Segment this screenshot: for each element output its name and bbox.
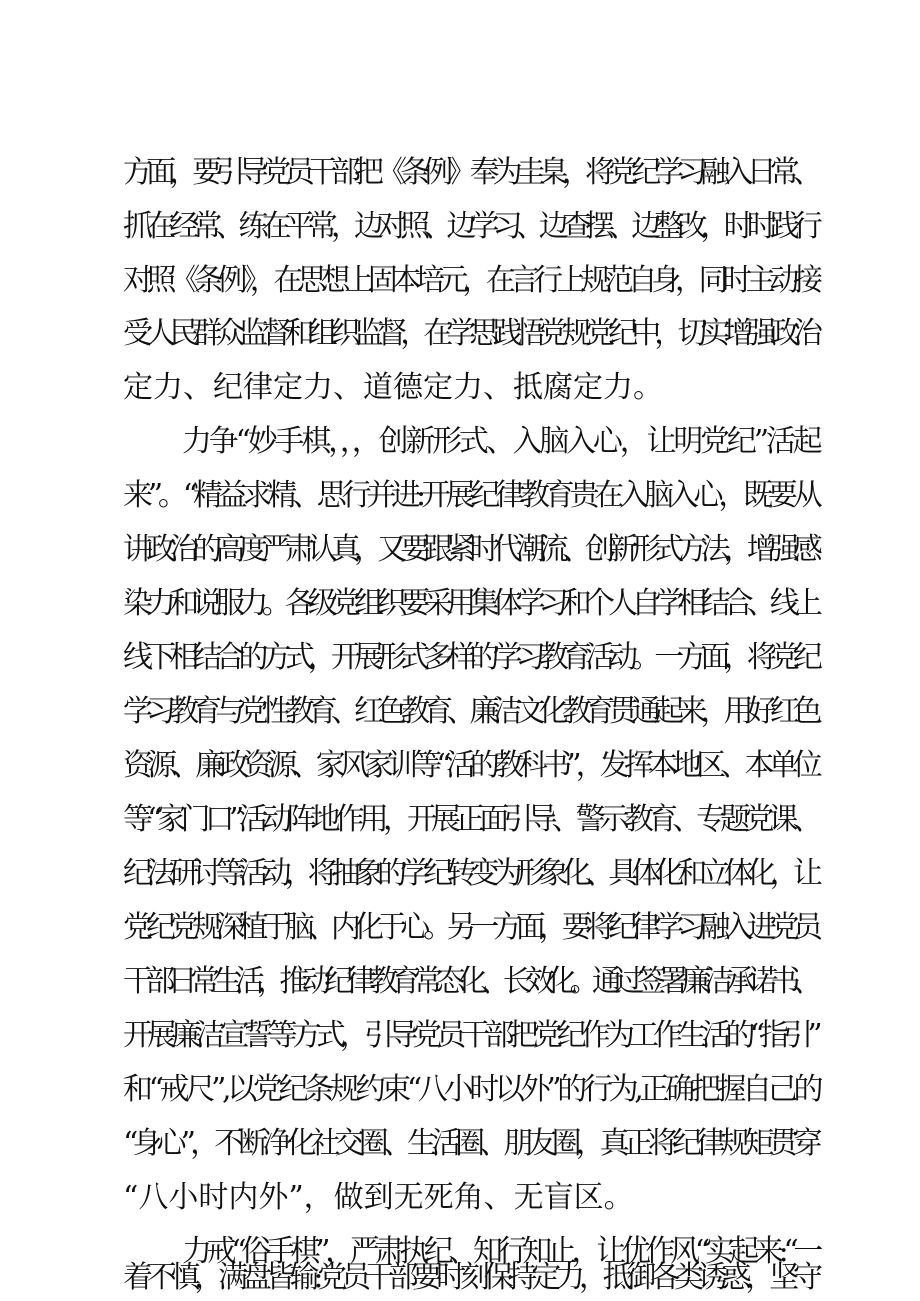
paragraph-line: 受人民群众监督和组织监督，在学思践悟党规党纪中，切实增强政治 [123, 316, 816, 351]
paragraph-line: 干部日常生活，推动纪律教育常态化、长效化。通过签署廉洁承诺书、 [123, 964, 816, 999]
paragraph-line: 开展廉洁宣誓等方式，引导党员干部把党纪作为工作生活的“指引” [123, 1018, 817, 1053]
paragraph-line: 纪法研讨等活动，将抽象的学纪转变为形象化、具体化和立体化，让 [123, 856, 816, 891]
paragraph-line: 党纪党规深植于脑、内化于心。另一方面，要将纪律学习融入进党员 [123, 910, 816, 945]
paragraph-line: 对照《条例》，在思想上固本培元，在言行上规范自身，同时主动接 [123, 263, 817, 298]
paragraph-line: 力戒“俗手棋”，严肃执纪、知行知止，让优作风“实起来:“一 [182, 1234, 819, 1269]
paragraph-line: 方面，要引导党员干部把《条例》奉为圭臬，将党纪学习融入日常、 [123, 155, 816, 190]
paragraph-line: 线下相结合的方式，开展形式多样的学习教育活动。一方面，将党纪 [123, 640, 816, 675]
paragraph-line: 染力和说服力。各级党组织要采用集体学习和个人自学相结合、线上 [123, 586, 816, 621]
paragraph-line: 学习教育与党性教育、红色教育、廉洁文化教育贯通起来，用好红色 [123, 694, 816, 729]
paragraph-line: “八小时内外”，做到无死角、无盲区。 [123, 1180, 634, 1215]
paragraph-line: 资源、廉政资源、家风家训等“活的教科书”，发挥本地区、本单位 [123, 748, 817, 783]
paragraph-line: 讲政治的高度严肃认真，又要跟紧时代潮流、创新形式方法，增强感 [123, 532, 816, 567]
paragraph-line: 着不慎，满盘皆输:党员干部要时刻保持定力，抵御各类诱惑，坚守 [123, 1260, 817, 1295]
paragraph-line: 定力、纪律定力、道德定力、抵腐定力。 [123, 370, 663, 405]
paragraph-line: 和“戒尺”,以党纪条规约束“八小时以外”的行为,正确把握自己的 [123, 1072, 820, 1107]
paragraph-line: “身心”，不断净化社交圈、生活圈、朋友圈，真正将纪律规矩贯穿 [123, 1126, 817, 1161]
paragraph-line: 抓在经常、练在平常，边对照、边学习、边查摆、边整改，时时践行 [123, 209, 816, 244]
paragraph-line: 力争“妙手棋，，，创新形式、入脑入心，让明党纪”活起 [182, 424, 820, 459]
paragraph-line: 等“家门口”活动阵地作用，开展正面引导、警示教育、专题党课、 [123, 802, 817, 837]
paragraph-line: 来”。“精益求精、思行并进:开展纪律教育贵在入脑入心，既要从 [123, 478, 818, 513]
